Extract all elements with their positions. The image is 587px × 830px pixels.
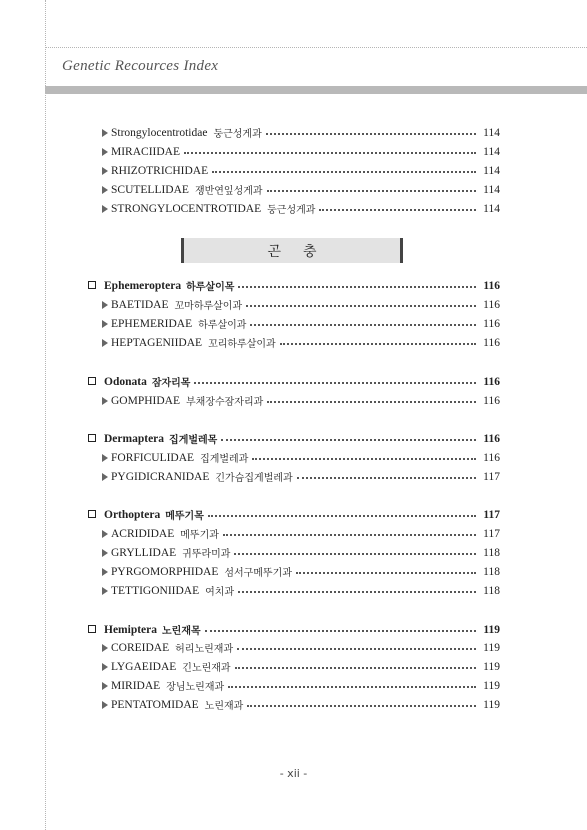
square-bullet-icon [88,434,96,442]
triangle-bullet-icon [102,473,108,481]
family-row [0,467,587,486]
square-bullet-icon [88,281,96,289]
square-bullet-icon [88,377,96,385]
order-row [0,276,587,295]
triangle-bullet-icon [102,682,108,690]
family-row [0,695,587,714]
order-name: Ephemeroptera [104,279,182,292]
dot-leader [238,286,476,288]
triangle-bullet-icon [102,397,108,405]
family-korean-name: 둥근성게과 [267,205,316,216]
order-row [0,505,587,524]
family-name: FORFICULIDAE [111,451,195,464]
family-name: Strongylocentrotidae [111,126,208,139]
dot-leader [228,686,476,688]
family-row [0,562,587,581]
family-row [0,657,587,676]
family-korean-name: 꼬마하루살이과 [174,301,243,312]
page-number: 119 [483,679,500,692]
triangle-bullet-icon [102,205,108,213]
page-number: 116 [483,317,500,330]
family-korean-name: 귀뚜라미과 [182,549,231,560]
family-korean-name: 하루살이과 [198,320,247,331]
order-name: Orthoptera [104,508,161,521]
family-row [0,295,587,314]
order-name: Hemiptera [104,623,158,636]
family-row [0,543,587,562]
family-name: BAETIDAE [111,298,169,311]
page-number: 119 [483,698,500,711]
order-korean-name: 메뚜기목 [165,511,204,522]
family-row [0,314,587,333]
page-number: 117 [483,508,500,521]
dot-leader [205,630,476,632]
index-row [0,123,587,142]
family-name: PENTATOMIDAE [111,698,199,711]
top-dotted-line [45,47,587,48]
family-name: ACRIDIDAE [111,527,175,540]
triangle-bullet-icon [102,530,108,538]
square-bullet-icon [88,625,96,633]
family-name: RHIZOTRICHIDAE [111,164,209,177]
family-korean-name: 노린재과 [204,701,244,712]
dot-leader [267,401,476,403]
triangle-bullet-icon [102,701,108,709]
family-korean-name: 긴가슴집게벌레과 [215,473,293,484]
triangle-bullet-icon [102,663,108,671]
triangle-bullet-icon [102,549,108,557]
family-korean-name: 꼬리하루살이과 [208,339,276,350]
triangle-bullet-icon [102,339,108,347]
page-number: 116 [483,432,500,445]
family-name: GOMPHIDAE [111,394,180,407]
header-title: Genetic Recources Index [62,58,219,74]
page-number: 119 [483,660,500,673]
family-row [0,448,587,467]
page-number: 117 [483,470,500,483]
family-name: GRYLLIDAE [111,546,177,559]
family-name: COREIDAE [111,641,170,654]
order-korean-name: 노린재목 [162,626,201,637]
page-number: 116 [483,394,500,407]
family-row [0,391,587,410]
triangle-bullet-icon [102,587,108,595]
family-korean-name: 쟁반연잎성게과 [194,186,263,197]
dot-leader [252,458,476,460]
family-name: TETTIGONIIDAE [111,584,200,597]
family-name: LYGAEIDAE [111,660,177,673]
page-number: 114 [483,202,500,215]
triangle-bullet-icon [102,644,108,652]
family-row [0,638,587,657]
family-korean-name: 집게벌레과 [200,454,249,465]
dot-leader [223,534,476,536]
family-name: EPHEMERIDAE [111,317,193,330]
section-heading-box [181,238,403,263]
dot-leader [194,382,476,384]
dot-leader [212,171,476,173]
family-row [0,524,587,543]
family-row [0,333,587,352]
triangle-bullet-icon [102,301,108,309]
dot-leader [234,553,476,555]
order-korean-name: 잠자리목 [151,378,191,389]
dot-leader [297,477,476,479]
triangle-bullet-icon [102,568,108,576]
page-number: 114 [483,183,500,196]
square-bullet-icon [88,510,96,518]
family-korean-name: 부채장수잠자리과 [186,397,264,408]
dot-leader [184,152,476,154]
family-name: PYGIDICRANIDAE [111,470,210,483]
order-row [0,372,587,391]
header-gray-band [45,86,587,94]
family-name: HEPTAGENIIDAE [111,336,203,349]
index-row [0,180,587,199]
dot-leader [280,343,476,345]
page-number: 116 [483,298,500,311]
index-row [0,142,587,161]
page-number: 118 [483,565,500,578]
family-korean-name: 섬서구메뚜기과 [224,568,292,579]
dot-leader [235,667,476,669]
family-name: MIRACIIDAE [111,145,180,158]
dot-leader [319,209,476,211]
dot-leader [247,705,476,707]
section-title: 곤충 [267,243,339,260]
page-number: 118 [483,584,500,597]
family-korean-name: 장님노린재과 [166,682,225,693]
family-name: MIRIDAE [111,679,161,692]
family-row [0,581,587,600]
order-korean-name: 집게벌레목 [169,435,218,446]
order-name: Odonata [104,375,147,388]
triangle-bullet-icon [102,129,108,137]
index-row [0,161,587,180]
family-name: STRONGYLOCENTROTIDAE [111,202,262,215]
order-row [0,429,587,448]
family-name: PYRGOMORPHIDAE [111,565,219,578]
page-number: 119 [483,623,500,636]
page-number: 114 [483,145,500,158]
dot-leader [237,648,476,650]
family-korean-name: 메뚜기과 [180,530,219,541]
dot-leader [267,190,476,192]
triangle-bullet-icon [102,320,108,328]
triangle-bullet-icon [102,167,108,175]
order-korean-name: 하루살이목 [186,282,235,293]
family-name: SCUTELLIDAE [111,183,189,196]
page-number: 116 [483,279,500,292]
family-korean-name: 긴노린재과 [182,663,231,674]
page-number: 118 [483,546,500,559]
page-footer-number: - xii - [279,767,308,780]
dot-leader [208,515,476,517]
family-row [0,676,587,695]
page-number: 116 [483,451,500,464]
dot-leader [221,439,476,441]
page-number: 119 [483,641,500,654]
page-number: 114 [483,126,500,139]
dot-leader [238,591,476,593]
family-korean-name: 허리노린재과 [175,644,234,655]
page-number: 117 [483,527,500,540]
family-korean-name: 여치과 [205,587,235,598]
dot-leader [296,572,476,574]
dot-leader [250,324,476,326]
order-name: Dermaptera [104,432,165,445]
dot-leader [246,305,476,307]
triangle-bullet-icon [102,454,108,462]
dot-leader [266,133,476,135]
index-row [0,199,587,218]
family-korean-name: 둥근성게과 [213,129,262,140]
page-number: 116 [483,375,500,388]
order-row [0,620,587,639]
triangle-bullet-icon [102,186,108,194]
page-number: 114 [483,164,500,177]
page-number: 116 [483,336,500,349]
triangle-bullet-icon [102,148,108,156]
